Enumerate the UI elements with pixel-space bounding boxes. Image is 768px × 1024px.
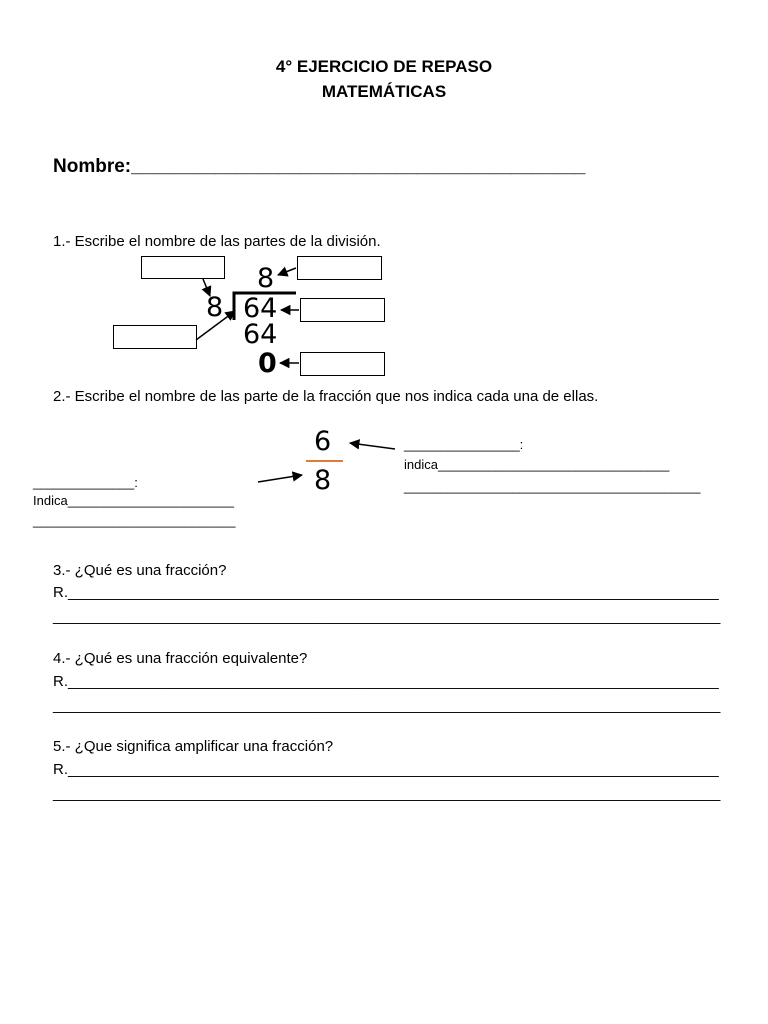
fraction-numerator: 6 — [314, 426, 332, 457]
answer-line-3[interactable]: R.______________________________________________________________________________ — [53, 584, 719, 601]
division-divisor: 8 — [206, 292, 224, 323]
division-bracket — [234, 293, 296, 320]
right-line[interactable]: _________________________________________ — [404, 479, 701, 494]
title-line-2: MATEMÁTICAS — [321, 82, 447, 101]
left-indica[interactable]: Indica_______________________ — [33, 493, 234, 508]
fraction-denominator: 8 — [314, 465, 332, 496]
answer-line-4[interactable]: R.______________________________________________________________________________ — [53, 673, 719, 690]
left-blank[interactable]: ______________: — [33, 475, 138, 490]
right-blank[interactable]: ________________: — [404, 437, 524, 452]
division-remainder: 0 — [258, 348, 277, 379]
division-dividend: 64 — [243, 293, 278, 324]
arrow-product — [196, 311, 235, 340]
extra-line-5[interactable]: ________________________________________________________________________________ — [53, 785, 721, 802]
division-product: 64 — [243, 319, 278, 350]
question-1: 1.- Escribe el nombre de las partes de la división. — [53, 233, 381, 250]
division-quotient: 8 — [257, 263, 275, 294]
extra-line-4[interactable]: ________________________________________________________________________________ — [53, 697, 721, 714]
title-line-1: 4° EJERCICIO DE REPASO — [275, 57, 493, 76]
left-line[interactable]: ____________________________ — [33, 513, 236, 528]
arrow-denominator — [258, 475, 302, 482]
question-2: 2.- Escribe el nombre de las parte de la fracción que nos indica cada una de ellas. — [53, 388, 599, 405]
name-field[interactable]: Nombre:___________________________________________ — [53, 156, 586, 177]
answer-line-5[interactable]: R.______________________________________________________________________________ — [53, 761, 719, 778]
question-3: 3.- ¿Qué es una fracción? — [53, 562, 227, 579]
question-5: 5.- ¿Que significa amplificar una fracción? — [53, 738, 334, 755]
extra-line-3[interactable]: ________________________________________________________________________________ — [53, 608, 721, 625]
arrow-divisor — [203, 279, 210, 296]
question-4: 4.- ¿Qué es una fracción equivalente? — [53, 650, 308, 667]
arrow-quotient — [278, 268, 296, 275]
right-indica[interactable]: indica________________________________ — [404, 457, 670, 472]
arrow-numerator — [350, 443, 395, 449]
